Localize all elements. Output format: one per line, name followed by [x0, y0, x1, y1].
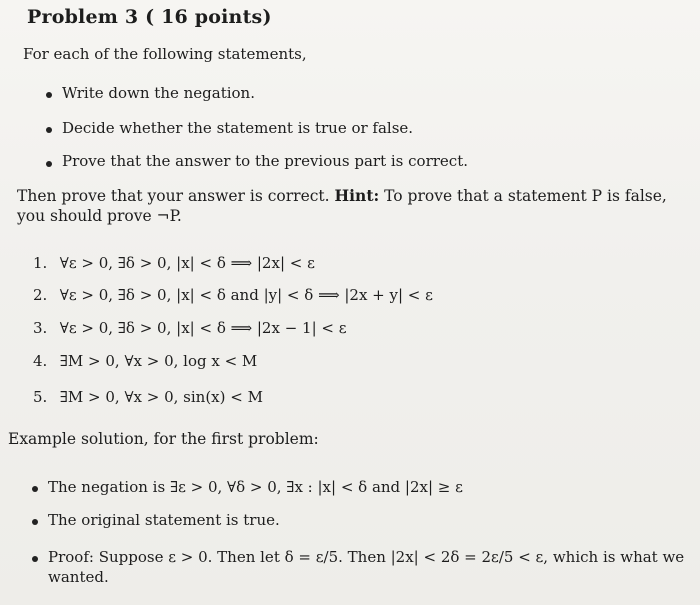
problem-item: [33, 352, 257, 370]
problem-item: [33, 254, 315, 272]
example-item: Proof: Suppose ε > 0. Then let δ = ε/5. Then |2x| < 2δ = 2ε/5 < ε, which is what we wanted.: [48, 548, 685, 586]
hint-paragraph: [17, 186, 687, 226]
problem-statement: ∀ε > 0, ∃δ > 0, |x| < δ ⟹ |2x| < ε: [59, 254, 315, 272]
problem-statement: ∀ε > 0, ∃δ > 0, |x| < δ and |y| < δ ⟹ |2x + y| < ε: [59, 286, 433, 304]
instruction-item: Prove that the answer to the previous part is correct.: [62, 152, 468, 170]
bullet-dot: [46, 161, 52, 167]
problem-statement: ∀ε > 0, ∃δ > 0, |x| < δ ⟹ |2x − 1| < ε: [59, 319, 347, 337]
problem-statement: ∃M > 0, ∀x > 0, log x < M: [59, 352, 258, 370]
problem-statement: ∃M > 0, ∀x > 0, sin(x) < M: [59, 388, 263, 406]
bullet-dot: [32, 519, 38, 525]
instruction-item: Decide whether the statement is true or false.: [62, 119, 414, 137]
example-item: The negation is ∃ε > 0, ∀δ > 0, ∃x : |x| < δ and |2x| ≥ ε: [48, 478, 463, 496]
hint-text-part2: To prove that a statement P is false, you should prove ¬P.: [17, 187, 667, 225]
problem-number: 5.: [33, 388, 48, 406]
bullet-dot: [46, 127, 52, 133]
example-item: The original statement is true.: [48, 511, 280, 529]
problem-title: Problem 3 ( 16 points): [27, 6, 272, 28]
problem-item: [33, 286, 433, 304]
hint-label: Hint:: [334, 186, 380, 205]
problem-number: 2.: [33, 286, 48, 304]
intro-text: For each of the following statements,: [23, 45, 307, 63]
example-heading: Example solution, for the first problem:: [8, 430, 319, 448]
instruction-item: Write down the negation.: [62, 84, 255, 102]
problem-number: 4.: [33, 352, 48, 370]
problem-number: 3.: [33, 319, 48, 337]
bullet-dot: [32, 556, 38, 562]
problem-item: [33, 319, 347, 337]
bullet-dot: [46, 92, 52, 98]
problem-number: 1.: [33, 254, 48, 272]
hint-text-part1: Then prove that your answer is correct.: [17, 187, 335, 205]
bullet-dot: [32, 486, 38, 492]
problem-item: [33, 388, 263, 406]
